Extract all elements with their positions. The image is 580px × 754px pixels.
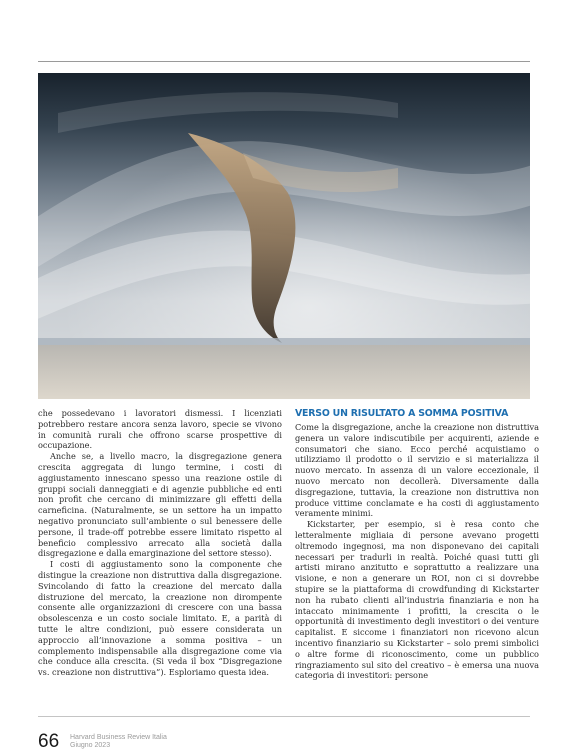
left-column: [38, 408, 282, 678]
article-photo: [38, 73, 530, 399]
paragraph: I costi di aggiustamento sono la componente che distingue la creazione non distruttiva dalla disgregazione. Svincolando di fatto la creazione del mercato dalla distruzione del mercato, la creazione non dirompente consente alle organizzazioni di crescere con una bassa obsolescenza e un costo sociale limitato. E, a parità di tutte le altre condizioni, può essere considerata un approccio all’innovazione a somma positiva – un complemento indispensabile alla disgregazione come via che conduce alla crescita. (Si veda il box “Disgregazione vs. creazione non distruttiva”). Esploriamo questa idea.: [38, 559, 282, 678]
publication-name: Harvard Business Review Italia: [70, 734, 167, 741]
footer-rule: [38, 716, 530, 717]
page-number: 66: [38, 731, 60, 752]
paragraph: Anche se, a livello macro, la disgregazione genera crescita aggregata di lungo termine, i costi di aggiustamento innescano spesso una reazione ostile di gruppi sociali danneggiati e di agenzie pubbliche ed enti non profit che cercano di minimizzare gli effetti della carneficina. (Naturalmente, se un settore ha un impatto negativo pronunciato sull’ambiente o sul benessere delle persone, il trade-off potrebbe essere limitato rispetto al beneficio complessivo arrecato alla società dalla disgregazione e dalla emarginazione del settore stesso).: [38, 451, 282, 559]
paragraph: Come la disgregazione, anche la creazione non distruttiva genera un valore indiscutibile per acquirenti, aziende e consumatori che siano. Ecco perché acquistiamo o utilizziamo il prodotto o il servizio e si materializza il nuovo mercato. In assenza di un valore eccezionale, il nuovo mercato non decollerà. Diversamente dalla disgregazione, tuttavia, la creazione non distruttiva non produce vittime conclamate e ha costi di aggiustamento veramente minimi.: [295, 422, 539, 519]
paragraph: che possedevano i lavoratori dismessi. I licenziati potrebbero restare ancora senza lavoro, specie se vivono in comunità rurali che offrono scarse prospettive di occupazione.: [38, 408, 282, 451]
paragraph: Kickstarter, per esempio, si è resa conto che letteralmente migliaia di persone avevano progetti oltremodo ingegnosi, ma non disponevano dei capitali necessari per tradurli in realtà. Poiché quasi tutti gli artisti mirano anzitutto e soprattutto a realizzare una visione, e non a generare un ROI, non ci si dovrebbe stupire se la piattaforma di crowdfunding di Kickstarter non ha rubato clienti all’industria finanziaria e non ha intaccato minimamente i profitti, la crescita o le opportunità di investimento degli investitori o dei venture capitalist. E siccome i finanziatori non ricevono alcun incentivo finanziario su Kickstarter – solo premi simbolici o altre forme di riconoscimento, come un pubblico ringraziamento sul sito del creativo – è emersa una nuova categoria di investitori: persone: [295, 519, 539, 681]
right-column: [295, 408, 539, 681]
top-rule: [38, 61, 530, 62]
publication-credit: [70, 734, 167, 750]
section-heading: VERSO UN RISULTATO A SOMMA POSITIVA: [295, 408, 509, 419]
publication-date: Giugno 2023: [70, 742, 111, 749]
sand-storm-illustration: [38, 73, 530, 399]
